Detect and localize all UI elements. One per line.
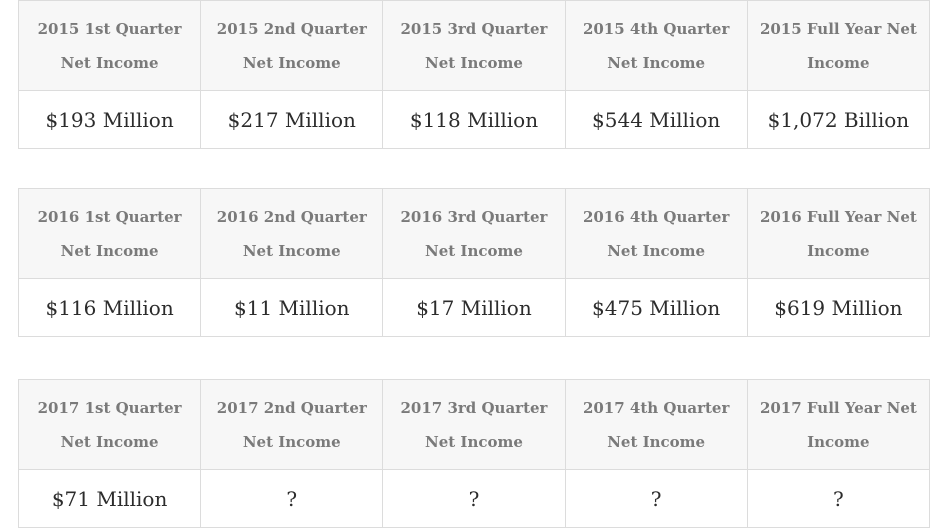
value-q2: ? xyxy=(201,470,383,528)
header-q1: 2015 1st Quarter Net Income xyxy=(19,1,201,91)
value-q2: $217 Million xyxy=(201,91,383,149)
header-q2: 2016 2nd Quarter Net Income xyxy=(201,189,383,279)
net-income-table-2015 xyxy=(18,0,930,149)
value-q3: $118 Million xyxy=(383,91,565,149)
header-q3: 2015 3rd Quarter Net Income xyxy=(383,1,565,91)
value-q1: $193 Million xyxy=(19,91,201,149)
value-full-year: $619 Million xyxy=(747,279,929,337)
header-q2: 2015 2nd Quarter Net Income xyxy=(201,1,383,91)
value-q4: $544 Million xyxy=(565,91,747,149)
header-full-year: 2015 Full Year Net Income xyxy=(747,1,929,91)
header-q4: 2015 4th Quarter Net Income xyxy=(565,1,747,91)
net-income-table-2017 xyxy=(18,379,930,528)
value-q4: ? xyxy=(565,470,747,528)
value-full-year: $1,072 Billion xyxy=(747,91,929,149)
header-q4: 2016 4th Quarter Net Income xyxy=(565,189,747,279)
value-q1: $71 Million xyxy=(19,470,201,528)
header-row xyxy=(19,189,930,279)
value-q3: $17 Million xyxy=(383,279,565,337)
value-q3: ? xyxy=(383,470,565,528)
value-row xyxy=(19,91,930,149)
value-q4: $475 Million xyxy=(565,279,747,337)
header-row xyxy=(19,380,930,470)
header-q1: 2017 1st Quarter Net Income xyxy=(19,380,201,470)
header-full-year: 2017 Full Year Net Income xyxy=(747,380,929,470)
value-row xyxy=(19,470,930,528)
header-full-year: 2016 Full Year Net Income xyxy=(747,189,929,279)
header-q3: 2016 3rd Quarter Net Income xyxy=(383,189,565,279)
value-row xyxy=(19,279,930,337)
header-row xyxy=(19,1,930,91)
value-full-year: ? xyxy=(747,470,929,528)
header-q2: 2017 2nd Quarter Net Income xyxy=(201,380,383,470)
header-q3: 2017 3rd Quarter Net Income xyxy=(383,380,565,470)
header-q1: 2016 1st Quarter Net Income xyxy=(19,189,201,279)
header-q4: 2017 4th Quarter Net Income xyxy=(565,380,747,470)
value-q2: $11 Million xyxy=(201,279,383,337)
value-q1: $116 Million xyxy=(19,279,201,337)
net-income-table-2016 xyxy=(18,188,930,337)
